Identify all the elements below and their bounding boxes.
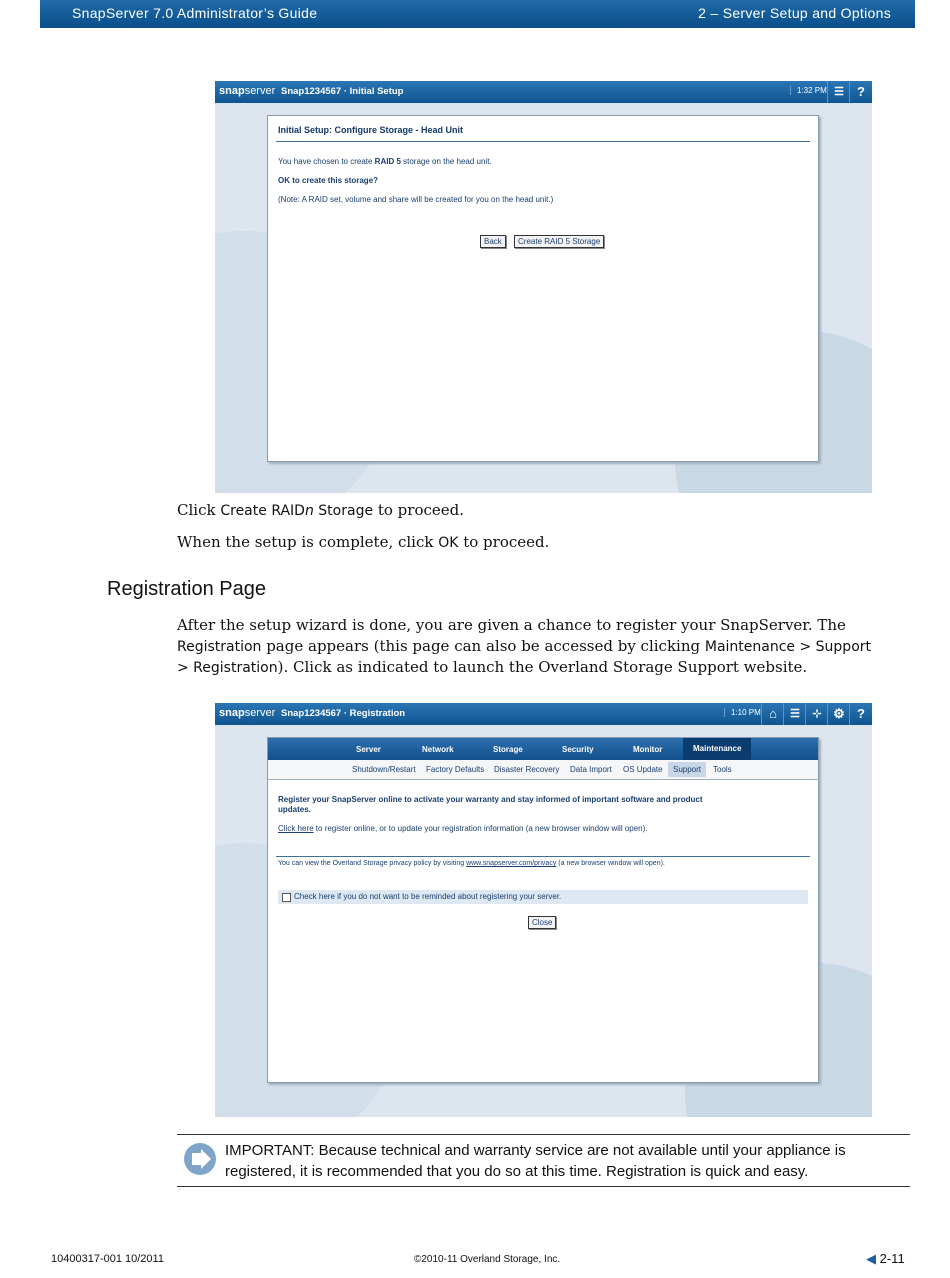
- raid-message: You have chosen to create RAID 5 storage on the head unit.: [278, 157, 492, 166]
- reminder-checkbox[interactable]: [282, 893, 291, 902]
- section-heading: Registration Page: [107, 578, 266, 600]
- tab-maintenance[interactable]: Maintenance: [683, 738, 751, 760]
- subtab-shutdown[interactable]: Shutdown/Restart: [352, 765, 416, 774]
- register-heading: Register your SnapServer online to activate your warranty and stay informed of important software and product: [278, 795, 703, 804]
- click-here-link[interactable]: Click here: [278, 824, 314, 833]
- setup-panel: [267, 115, 819, 462]
- initial-setup-screenshot: [215, 81, 872, 493]
- copyright: ©2010-11 Overland Storage, Inc.: [414, 1254, 561, 1265]
- create-raid-button[interactable]: Create RAID 5 Storage: [514, 235, 604, 248]
- snapserver-logo: snapserver: [219, 85, 276, 97]
- app-topbar: [215, 81, 872, 103]
- privacy-link[interactable]: www.snapserver.com/privacy: [466, 860, 557, 867]
- clock: 1:10 PM: [724, 708, 761, 717]
- reminder-label: Check here if you do not want to be reminded about registering your server.: [294, 892, 562, 901]
- subtab-os-update[interactable]: OS Update: [623, 765, 663, 774]
- clock: 1:32 PM: [790, 86, 827, 95]
- close-button[interactable]: Close: [528, 916, 556, 929]
- divider: [276, 141, 810, 142]
- gear-icon[interactable]: ⚙: [827, 703, 850, 725]
- reminder-row: [278, 890, 808, 904]
- tab-storage[interactable]: Storage: [493, 745, 523, 754]
- app-topbar: [215, 703, 872, 725]
- note-text: (Note: A RAID set, volume and share will be created for you on the head unit.): [278, 195, 554, 204]
- main-nav: [268, 738, 818, 760]
- divider: [276, 856, 810, 857]
- subtab-support[interactable]: Support: [668, 762, 706, 777]
- sitemap-icon[interactable]: ☰: [783, 703, 806, 725]
- privacy-text: You can view the Overland Storage privacy policy by visiting www.snapserver.com/privacy (a new browser window will open).: [278, 860, 665, 867]
- window-title: Snap1234567 · Initial Setup: [281, 86, 404, 97]
- registration-para-line3: > Registration). Click as indicated to launch the Overland Storage Support website.: [177, 658, 808, 676]
- important-label: IMPORTANT:: [225, 1142, 315, 1159]
- registration-screenshot: [215, 703, 872, 1117]
- chapter-title: 2 – Server Setup and Options: [698, 5, 891, 21]
- instruction-create: Click Create RAIDn Storage to proceed.: [177, 501, 465, 519]
- register-instruction: Click here to register online, or to update your registration information (a new browser window will open).: [278, 824, 648, 833]
- subtab-disaster-recovery[interactable]: Disaster Recovery: [494, 765, 560, 774]
- network-icon[interactable]: ⊹: [805, 703, 828, 725]
- home-icon[interactable]: ⌂: [761, 703, 784, 725]
- page-number: ◀ 2-11: [866, 1251, 905, 1266]
- instruction-ok: When the setup is complete, click OK to proceed.: [177, 533, 550, 551]
- doc-id: 10400317-001 10/2011: [51, 1253, 164, 1265]
- back-arrow-icon[interactable]: ◀: [866, 1251, 876, 1266]
- registration-para-line1: After the setup wizard is done, you are given a chance to register your SnapServer. The: [177, 616, 846, 634]
- subtab-tools[interactable]: Tools: [713, 765, 732, 774]
- sitemap-icon[interactable]: ☰: [827, 81, 850, 103]
- registration-panel: [267, 737, 819, 1083]
- panel-title: Initial Setup: Configure Storage - Head Unit: [278, 125, 464, 135]
- tab-server[interactable]: Server: [356, 745, 381, 754]
- page-header: [40, 0, 915, 28]
- tab-security[interactable]: Security: [562, 745, 594, 754]
- tab-network[interactable]: Network: [422, 745, 454, 754]
- help-icon[interactable]: ?: [849, 703, 872, 725]
- help-icon[interactable]: ?: [849, 81, 872, 103]
- register-heading-cont: updates.: [278, 805, 311, 814]
- window-title: Snap1234567 · Registration: [281, 708, 406, 719]
- tab-monitor[interactable]: Monitor: [633, 745, 663, 754]
- back-button[interactable]: Back: [480, 235, 506, 248]
- subtab-factory-defaults[interactable]: Factory Defaults: [426, 765, 485, 774]
- important-text: IMPORTANT: Because technical and warranty service are not available until your appliance is registered, it is recommended that you do so at this time. Registration is quick and easy.: [225, 1142, 846, 1180]
- important-note: [177, 1134, 910, 1187]
- sub-nav: [268, 760, 818, 780]
- guide-title: SnapServer 7.0 Administrator’s Guide: [72, 5, 318, 21]
- arrow-right-icon: [184, 1143, 216, 1175]
- snapserver-logo: snapserver: [219, 707, 276, 719]
- registration-para-line2: Registration page appears (this page can also be accessed by clicking Maintenance > Support: [177, 637, 872, 655]
- subtab-data-import[interactable]: Data Import: [570, 765, 612, 774]
- confirm-question: OK to create this storage?: [278, 176, 379, 185]
